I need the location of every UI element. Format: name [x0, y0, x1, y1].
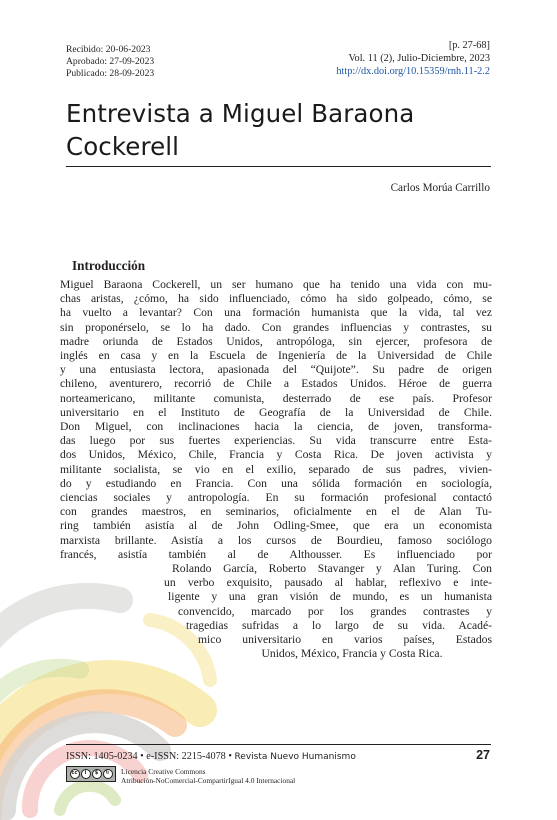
submission-dates [66, 44, 154, 80]
cc-icon: cc [70, 769, 80, 779]
footer-issn-line [66, 751, 356, 762]
title-line-2: Cockerell [66, 132, 180, 161]
article-title [66, 97, 506, 163]
author-name: Carlos Morúa Carrillo [390, 182, 490, 194]
license-line-2: Atribución-NoComercial-CompartirIgual 4.0 Internacional [121, 776, 296, 785]
body-line: dos Unidos, México, Chile, Francia y Costa Rica. De joven activista y [60, 448, 492, 462]
body-line: militante socialista, se vio en el exilio, separado de sus padres, vivien- [60, 462, 492, 476]
creative-commons-badge[interactable] [66, 766, 116, 782]
body-line: chas aristas, ¿cómo, ha sido influenciado, cómo ha sido golpeado, cómo, se [60, 292, 492, 306]
body-line: ring también asistía al de John Odling-Smee, que era un economista [60, 519, 492, 533]
title-line-1: Entrevista a Miguel Baraona [66, 99, 415, 128]
body-line: mico universitario en varios países, Estados [198, 633, 492, 647]
body-line: con grandes maestros, en seminarios, oficialmente en el de Alan Tu- [60, 505, 492, 519]
body-line: universitario en el Instituto de Geografía de la Universidad de Chile. [60, 405, 492, 419]
sa-icon: ↻ [103, 769, 113, 779]
body-line: un verbo exquisito, pausado al hablar, reflexivo e inte- [164, 576, 492, 590]
license-text [121, 767, 295, 785]
body-line: tragedias sufridas a lo largo de su vida. Acadé- [186, 618, 492, 632]
body-line: inglés en casa y en la Escuela de Ingeniería de la Universidad de Chile [60, 349, 492, 363]
volume-info: Vol. 11 (2), Julio-Diciembre, 2023 [348, 52, 490, 64]
body-paragraph [60, 278, 492, 661]
body-line: y una entusiasta lectora, apasionada del “Quijote”. Su padre de origen [60, 363, 492, 377]
body-line: ciencias sociales y antropología. En su formación profesional contactó [60, 491, 492, 505]
page-number: 27 [476, 748, 490, 762]
footer-divider [66, 744, 491, 745]
body-line: Unidos, México, Francia y Costa Rica. [261, 647, 443, 661]
body-line: Don Miguel, con inclinaciones hacia la ciencia, de joven, transforma- [60, 420, 492, 434]
nc-icon: $ [92, 769, 102, 779]
by-icon: i [81, 769, 91, 779]
body-line: francés, asistía también al de Althousser. Es influenciado por [60, 547, 492, 561]
body-line: das luego por sus fuertes experiencias. Su vida transcurre entre Esta- [60, 434, 492, 448]
body-line: sin proponérselo, se lo ha dado. Con grandes influencias y contrastes, su [60, 320, 492, 334]
body-line: ha vuelto a levantar? Con una formación humanista que la vida, tal vez [60, 306, 492, 320]
body-line: do y estudiando en Francia. Con una sólida formación en sociología, [60, 476, 492, 490]
body-line: chileno, aventurero, recorrió de Chile a Estados Unidos. Héroe de guerra [60, 377, 492, 391]
body-line: ligente y una gran visión de mundo, es un humanista [168, 590, 492, 604]
issn-text: ISSN: 1405-0234 • e-ISSN: 2215-4078 • [66, 751, 232, 762]
published-date: Publicado: 28-09-2023 [66, 68, 155, 79]
page-range: [p. 27-68] [448, 40, 490, 51]
body-line: Rolando García, Roberto Stavanger y Alan Turing. Con [172, 562, 492, 576]
received-date: Recibido: 20-06-2023 [66, 44, 151, 55]
license-line-1: Licencia Creative Commons [121, 767, 206, 776]
publication-info [336, 40, 490, 78]
section-heading: Introducción [72, 258, 146, 273]
title-divider [66, 166, 491, 167]
journal-name: Revista Nuevo Humanismo [234, 752, 356, 762]
body-line: marxista brillante. Asistía a los cursos de Bourdieu, famoso sociólogo [60, 533, 492, 547]
body-line: norteamericano, militante comunista, desterrado de ese país. Profesor [60, 391, 492, 405]
body-line: madre oriunda de Estados Unidos, antropóloga, sin ejercer, profesora de [60, 334, 492, 348]
doi-link[interactable]: http://dx.doi.org/10.15359/rnh.11-2.2 [336, 65, 490, 77]
body-line: Miguel Baraona Cockerell, un ser humano que ha tenido una vida con mu- [60, 278, 492, 291]
body-line: convencido, marcado por los grandes contrastes y [178, 604, 492, 618]
approved-date: Aprobado: 27-09-2023 [66, 56, 155, 67]
